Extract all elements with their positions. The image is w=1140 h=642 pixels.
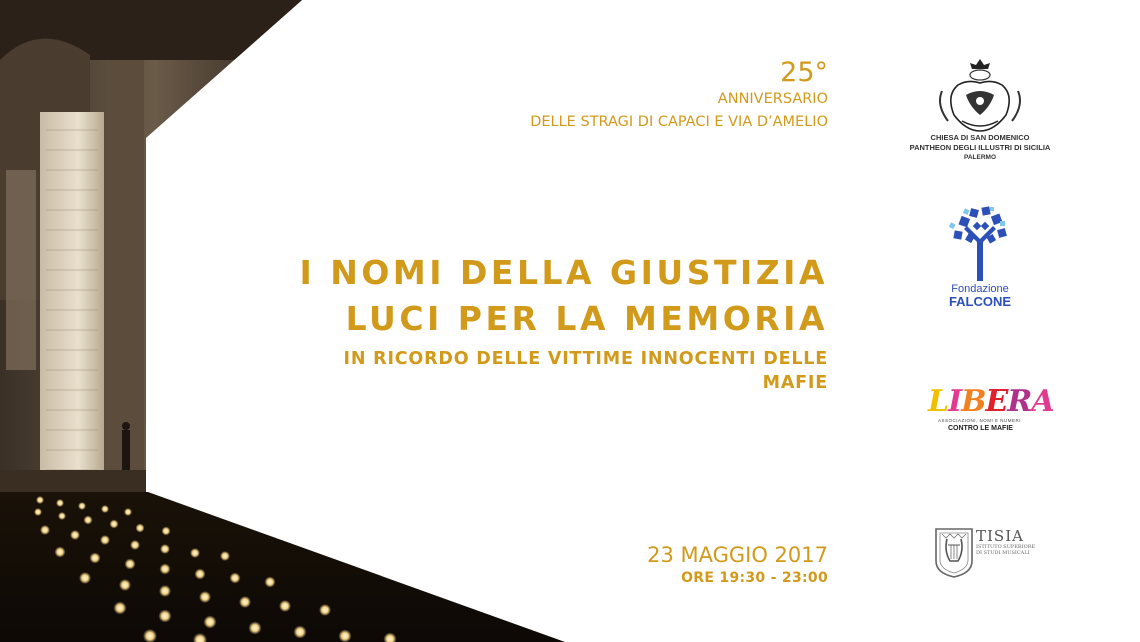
falcone-label-top: Fondazione [951, 283, 1009, 295]
libera-wordmark: LIBERA [928, 384, 1054, 419]
fondazione-falcone-logo [930, 205, 1030, 309]
event-subtitle: IN RICORDO DELLE VITTIME INNOCENTI DELLE MAFIE [343, 349, 828, 393]
tree-icon [930, 205, 1030, 281]
anniversary-number: 25° [780, 57, 828, 88]
chiesa-name: CHIESA DI SAN DOMENICO [930, 133, 1030, 142]
falcone-label-name: FALCONE [948, 294, 1012, 309]
libera-logo [928, 384, 1054, 433]
title-line-2: LUCI PER LA MEMORIA [345, 299, 828, 338]
tisia-description: ISTITUTO SUPERIORE DI STUDI MUSICALI [976, 544, 1036, 556]
chiesa-san-domenico-logo [890, 55, 1070, 162]
anniversary-block [500, 58, 828, 134]
event-date: 23 MAGGIO 2017 [647, 543, 828, 567]
anniversary-label: ANNIVERSARIO [717, 91, 828, 107]
tisia-name: TISIA [976, 527, 1024, 545]
lyre-shield-icon [934, 527, 974, 579]
libera-subtitle: CONTRO LE MAFIE [948, 425, 1013, 432]
title-line-1: I NOMI DELLA GIUSTIZIA [299, 253, 828, 292]
event-time: ORE 19:30 - 23:00 [681, 570, 828, 586]
chiesa-subtitle: PANTHEON DEGLI ILLUSTRI DI SICILIA [909, 143, 1051, 152]
anniversary-description: DELLE STRAGI DI CAPACI E VIA D’AMELIO [530, 114, 828, 130]
event-date-block [560, 542, 828, 588]
event-title-block [280, 250, 828, 395]
coat-of-arms-icon [890, 55, 1070, 133]
chiesa-city: PALERMO [963, 154, 997, 161]
libera-tagline: ASSOCIAZIONI, NOMI E NUMERI [938, 418, 1022, 423]
